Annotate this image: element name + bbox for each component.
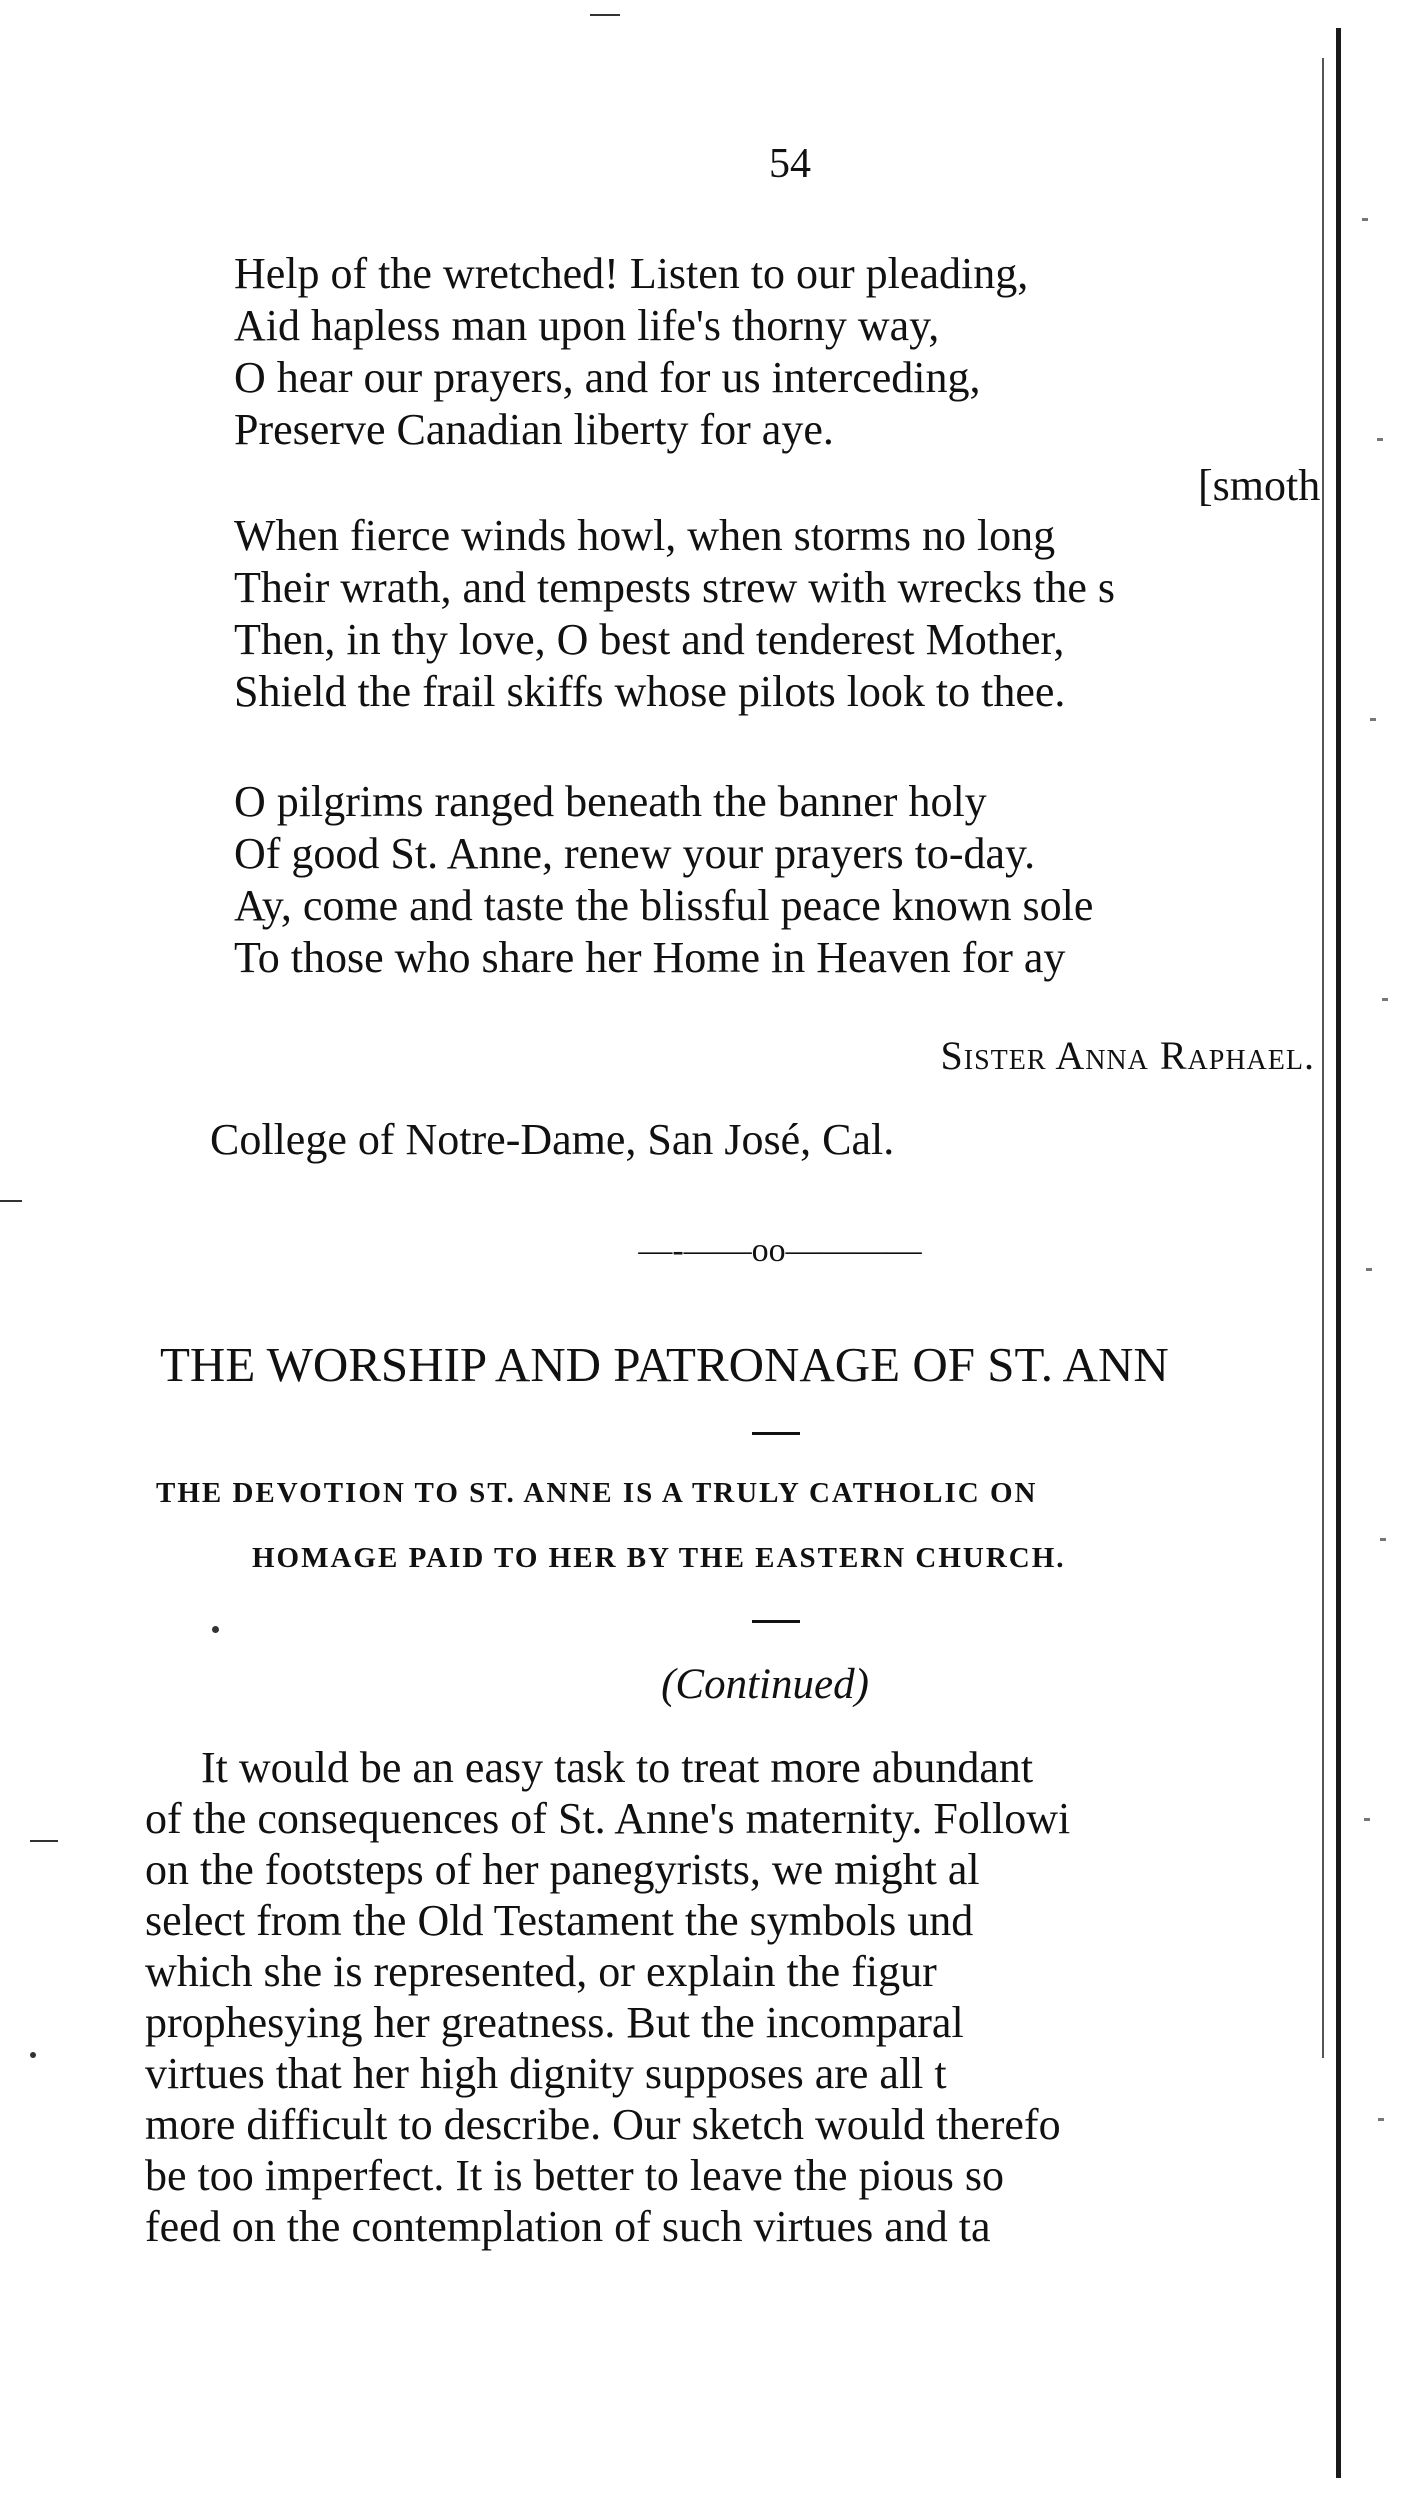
body-line: prophesying her greatness. But the incomparal (145, 1998, 964, 2047)
body-line: of the consequences of St. Anne's maternity. Followi (145, 1794, 1071, 1843)
poem-stanza-1 (234, 248, 1028, 456)
scan-speck (590, 14, 620, 16)
continued-label: (Continued) (661, 1661, 869, 1708)
article-body (145, 1742, 1070, 2252)
scan-speck (30, 2052, 36, 2058)
scan-speck (1377, 438, 1383, 441)
scan-speck (1366, 1268, 1372, 1271)
poem-line: Help of the wretched! Listen to our pleading, (234, 249, 1029, 298)
gutter-line (1336, 28, 1341, 2478)
poem-line: Ay, come and taste the blissful peace known sole (234, 881, 1094, 930)
page-gutter-edge (1322, 18, 1403, 2508)
scan-speck (1380, 1538, 1386, 1541)
scan-speck (1382, 998, 1388, 1001)
poem-line: To those who share her Home in Heaven for ay (234, 933, 1066, 982)
body-line: feed on the contemplation of such virtues and ta (145, 2202, 991, 2251)
poem-line: Aid hapless man upon life's thorny way, (234, 301, 940, 350)
poem-line: Shield the frail skiffs whose pilots look to thee. (234, 667, 1066, 716)
body-line: virtues that her high dignity supposes are all t (145, 2049, 947, 2098)
poem-author: Sister Anna Raphael. (940, 1033, 1315, 1078)
scan-speck (30, 1840, 58, 1842)
catch-word: [smoth (1198, 461, 1321, 510)
body-line: select from the Old Testament the symbols und (145, 1896, 974, 1945)
scan-speck (1370, 718, 1376, 721)
poem-line: Then, in thy love, O best and tenderest Mother, (234, 615, 1065, 664)
body-line: on the footsteps of her panegyrists, we might al (145, 1845, 980, 1894)
scan-speck (0, 1200, 22, 1202)
poem-line: Of good St. Anne, renew your prayers to-day. (234, 829, 1036, 878)
section-separator: —-——oo———— (638, 1232, 922, 1269)
article-subtitle-line-1: THE DEVOTION TO ST. ANNE IS A TRULY CATHOLIC ON (156, 1477, 1038, 1509)
article-subtitle-line-2: HOMAGE PAID TO HER BY THE EASTERN CHURCH. (252, 1542, 1066, 1574)
poem-affiliation: College of Notre-Dame, San José, Cal. (210, 1115, 895, 1164)
gutter-line (1322, 58, 1324, 2058)
poem-line: When fierce winds howl, when storms no long (234, 511, 1056, 560)
body-line: be too imperfect. It is better to leave the pious so (145, 2151, 1004, 2200)
article-title: THE WORSHIP AND PATRONAGE OF ST. ANN (160, 1337, 1169, 1392)
poem-stanza-2 (234, 510, 1115, 718)
poem-stanza-3 (234, 776, 1093, 984)
subtitle-rule (752, 1620, 800, 1623)
scan-speck (1362, 218, 1368, 221)
scan-speck (1364, 1818, 1370, 1821)
scan-speck (1378, 2118, 1384, 2121)
poem-line: O hear our prayers, and for us interceding, (234, 353, 981, 402)
poem-line: O pilgrims ranged beneath the banner holy (234, 777, 987, 826)
page-number: 54 (769, 141, 811, 187)
scan-speck (212, 1626, 219, 1633)
poem-line: Preserve Canadian liberty for aye. (234, 405, 834, 454)
title-rule (752, 1432, 800, 1435)
body-line: which she is represented, or explain the figur (145, 1947, 937, 1996)
body-line: more difficult to describe. Our sketch would therefo (145, 2100, 1061, 2149)
body-line: It would be an easy task to treat more abundant (201, 1743, 1034, 1792)
poem-line: Their wrath, and tempests strew with wrecks the s (234, 563, 1115, 612)
